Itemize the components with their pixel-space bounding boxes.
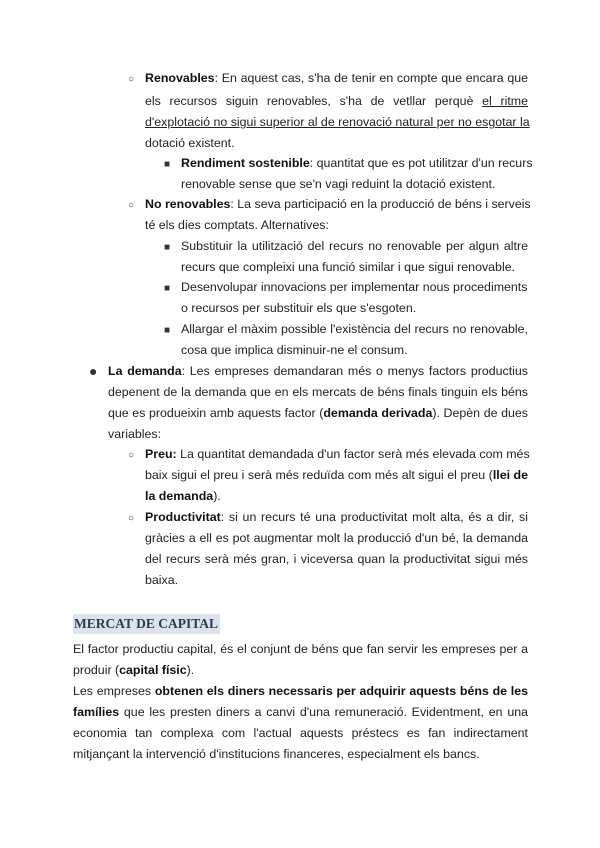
square-bullet: ■ [164,242,171,253]
demanda-line-3: que es produeixin amb aquests factor (demanda derivada). Depèn de dues [108,406,528,420]
no-renovables-line-2: té els dies comptats. Alternatives: [145,218,329,232]
preu-line-1: Preu: La quantitat demandada d'un factor serà més elevada com més [145,447,530,461]
alternative-2-line-2: o recursos per substituir els que s'esgoten. [181,301,417,315]
productivitat-line-4: baixa. [145,573,179,587]
alternative-3-line-1: Allargar el màxim possible l'existència del recurs no renovable, [181,322,528,336]
alternative-1-line-1: Substituir la utilització del recurs no renovable per algun altre [181,239,528,253]
renovables-line-2: els recursos siguin renovables, s'ha de vetllar perquè el ritme [145,94,528,108]
capital-p2-line-4: mitjançant la intervenció d'institucions financeres, especialment els bancs. [73,747,480,761]
circle-bullet: ○ [128,200,135,211]
section-heading: MERCAT DE CAPITAL [73,614,220,634]
productivitat-line-3: del recurs serà més gran, i viceversa quan la productivitat sigui més [145,552,528,566]
renovables-line-3: d'explotació no sigui superior al de renovació natural per no esgotar la [145,115,530,129]
capital-p2-line-3: economia tan complexa com l'actual aquests préstecs es fan indirectament [73,726,528,740]
productivitat-line-1: Productivitat: si un recurs té una productivitat molt alta, és a dir, si [145,510,528,524]
square-bullet: ■ [164,283,171,294]
demanda-line-1: La demanda: Les empreses demandaran més o menys factors productius [108,364,528,378]
rendiment-line-1: Rendiment sostenible: quantitat que es pot utilitzar d'un recurs [181,156,533,170]
demanda-line-2: depenent de la demanda que en els mercats de béns finals tinguin els béns [108,385,528,399]
alternative-2-line-1: Desenvolupar innovacions per implementar nous procediments [181,280,528,294]
alternative-1-line-2: recurs que compleixi una funció similar i que sigui renovable. [181,260,516,274]
capital-p2-line-2: famílies que les presten diners a canvi d'una remuneració. Evidentment, en una [73,705,528,719]
renovables-line-4: dotació existent. [145,136,235,150]
square-bullet: ■ [164,159,171,170]
alternative-3-line-2: cosa que implica disminuir-ne el consum. [181,343,408,357]
capital-p1-line-1: El factor productiu capital, és el conjunt de béns que fan servir les empreses per a [73,642,528,656]
renovables-line-1: Renovables: En aquest cas, s'ha de tenir en compte que encara que [145,71,528,85]
productivitat-line-2: gràcies a ell es pot augmentar molt la producció d'un bé, la demanda [145,531,528,545]
circle-bullet: ○ [128,74,135,85]
square-bullet: ■ [164,325,171,336]
circle-bullet: ○ [128,513,135,524]
circle-bullet: ○ [128,450,135,461]
demanda-line-4: variables: [108,427,162,441]
preu-line-3: la demanda). [145,489,221,503]
capital-p1-line-2: produir (capital físic). [73,663,195,677]
rendiment-line-2: renovable sense que se'n vagi reduint la dotació existent. [181,177,496,191]
capital-p2-line-1: Les empreses obtenen els diners necessaris per adquirir aquests béns de les [73,684,528,698]
preu-line-2: baix sigui el preu i serà més reduïda com més alt sigui el preu (llei de [145,468,528,482]
dot-bullet: ● [89,363,98,379]
no-renovables-line-1: No renovables: La seva participació en la producció de béns i serveis [145,197,531,211]
